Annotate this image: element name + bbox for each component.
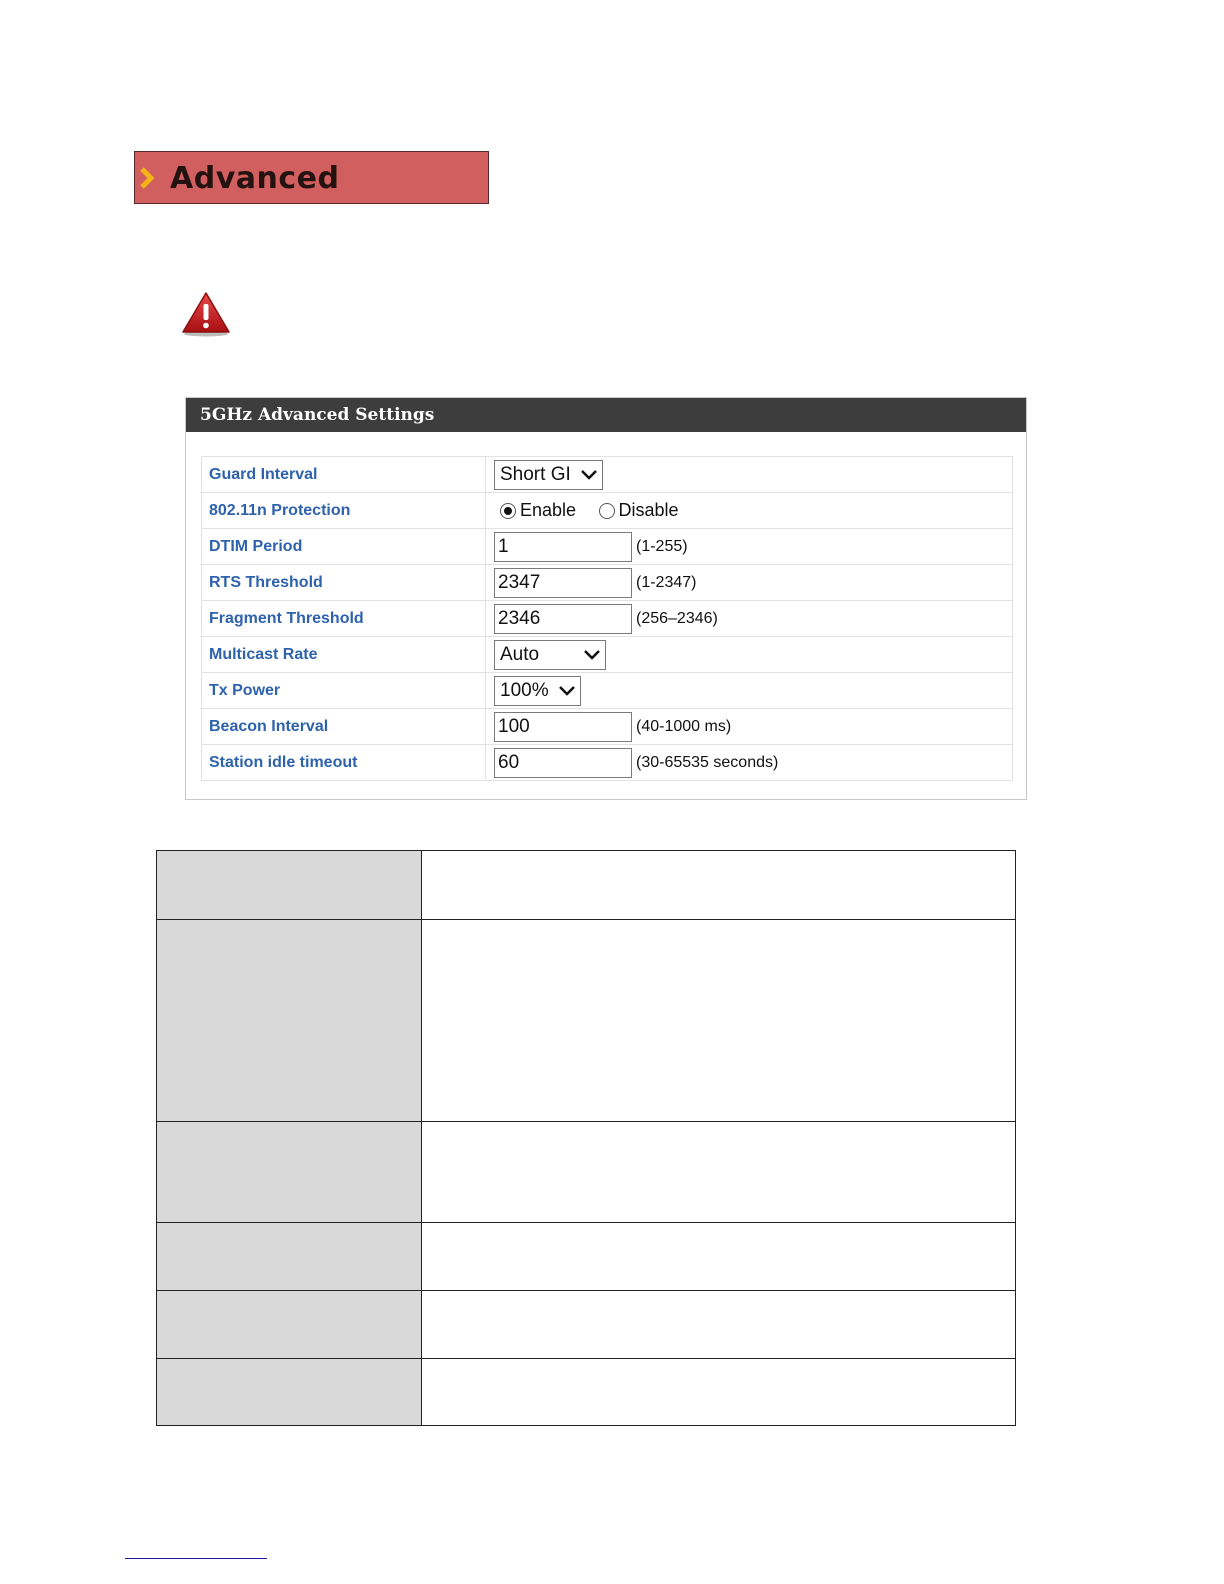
protection-enable-radio[interactable]: [500, 503, 516, 519]
row-rts-threshold: [202, 565, 1013, 601]
panel-title: 5GHz Advanced Settings: [186, 398, 1026, 432]
dtim-period-hint: (1-255): [636, 537, 688, 555]
protection-disable-label: Disable: [618, 500, 679, 520]
row-protection: [202, 493, 1013, 529]
desc-row: [157, 920, 1016, 1122]
multicast-rate-label: Multicast Rate: [202, 637, 486, 673]
chevron-down-icon: [583, 648, 601, 662]
guard-interval-label: Guard Interval: [202, 457, 486, 493]
row-tx-power: [202, 673, 1013, 709]
beacon-interval-input[interactable]: 100: [494, 712, 632, 742]
rts-threshold-hint: (1-2347): [636, 573, 697, 591]
tx-power-label: Tx Power: [202, 673, 486, 709]
guard-interval-select[interactable]: [494, 460, 603, 490]
desc-value-cell: [422, 920, 1016, 1122]
desc-row: [157, 1223, 1016, 1291]
section-title: Advanced: [170, 161, 340, 196]
protection-enable-label: Enable: [520, 500, 577, 520]
desc-key-cell: [157, 920, 422, 1122]
desc-row: [157, 1291, 1016, 1359]
desc-value-cell: [422, 851, 1016, 920]
row-multicast-rate: [202, 637, 1013, 673]
multicast-rate-value: Auto: [500, 643, 540, 665]
settings-table: [201, 456, 1013, 781]
chevron-right-icon: [138, 167, 156, 189]
description-table: [156, 850, 1016, 1426]
tx-power-value: 100%: [500, 679, 549, 701]
fragment-threshold-hint: (256–2346): [636, 609, 718, 627]
rts-threshold-input[interactable]: 2347: [494, 568, 632, 598]
fragment-threshold-label: Fragment Threshold: [202, 601, 486, 637]
desc-value-cell: [422, 1291, 1016, 1359]
station-idle-timeout-input[interactable]: 60: [494, 748, 632, 778]
protection-label: 802.11n Protection: [202, 493, 486, 529]
desc-key-cell: [157, 851, 422, 920]
beacon-interval-hint: (40-1000 ms): [636, 717, 732, 735]
desc-row: [157, 1359, 1016, 1426]
rts-threshold-label: RTS Threshold: [202, 565, 486, 601]
section-banner: [134, 151, 489, 204]
protection-disable-radio[interactable]: [599, 503, 615, 519]
desc-key-cell: [157, 1291, 422, 1359]
station-idle-timeout-hint: (30-65535 seconds): [636, 753, 779, 771]
desc-key-cell: [157, 1122, 422, 1223]
desc-row: [157, 851, 1016, 920]
desc-row: [157, 1122, 1016, 1223]
row-beacon-interval: [202, 709, 1013, 745]
warning-icon: [181, 291, 231, 337]
chevron-down-icon: [558, 684, 576, 698]
fragment-threshold-input[interactable]: 2346: [494, 604, 632, 634]
advanced-settings-panel: [185, 397, 1027, 800]
desc-value-cell: [422, 1359, 1016, 1426]
row-station-idle-timeout: [202, 745, 1013, 781]
desc-key-cell: [157, 1359, 422, 1426]
beacon-interval-label: Beacon Interval: [202, 709, 486, 745]
multicast-rate-select[interactable]: [494, 640, 606, 670]
desc-value-cell: [422, 1122, 1016, 1223]
guard-interval-value: Short GI: [500, 463, 571, 485]
dtim-period-label: DTIM Period: [202, 529, 486, 565]
row-dtim-period: [202, 529, 1013, 565]
chevron-down-icon: [580, 468, 598, 482]
row-fragment-threshold: [202, 601, 1013, 637]
row-guard-interval: [202, 457, 1013, 493]
dtim-period-input[interactable]: 1: [494, 532, 632, 562]
tx-power-select[interactable]: [494, 676, 581, 706]
footnote-separator: [125, 1558, 267, 1559]
desc-key-cell: [157, 1223, 422, 1291]
desc-value-cell: [422, 1223, 1016, 1291]
station-idle-timeout-label: Station idle timeout: [202, 745, 486, 781]
